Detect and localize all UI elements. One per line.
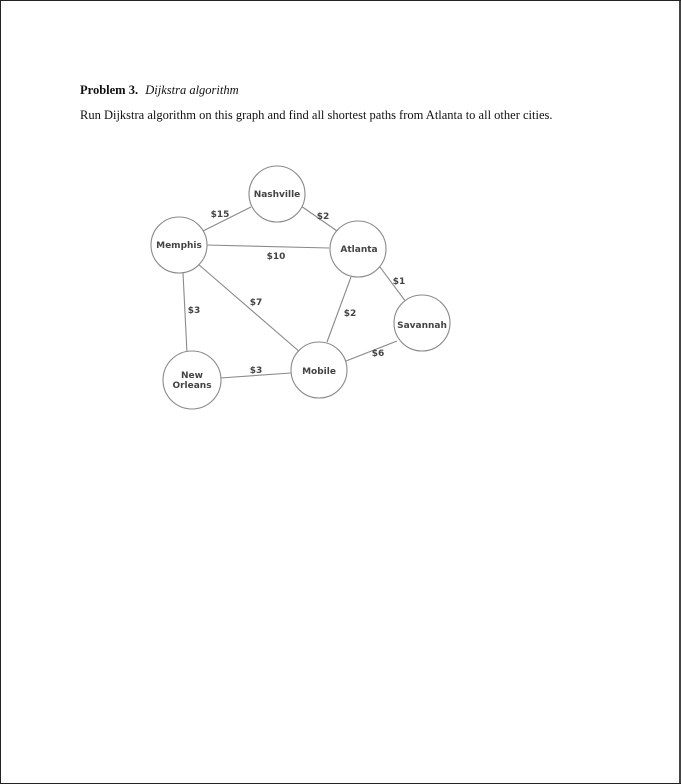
node-label: Nashville: [253, 190, 301, 200]
node-label: Atlanta: [340, 245, 378, 255]
edge-memphis-mobile: [198, 264, 301, 353]
node-nashville: [249, 166, 305, 222]
node-label: Memphis: [156, 241, 202, 251]
edge-cost-memphis-nashville: $15: [210, 210, 230, 220]
edge-cost-memphis-mobile: $7: [249, 298, 263, 308]
problem-number: Problem 3.: [80, 83, 139, 97]
node-label: Mobile: [302, 367, 336, 377]
node-memphis: [151, 217, 207, 273]
edge-cost-memphis-new-orleans: $3: [187, 306, 201, 316]
node-label-line-2: Orleans: [172, 381, 212, 391]
problem-instruction: Run Dijkstra algorithm on this graph and find all shortest paths from Atlanta to all other cities.: [80, 108, 553, 122]
problem-subtitle: Dijkstra algorithm: [145, 83, 239, 97]
node-label-line-1: New: [181, 371, 203, 381]
node-label: Savannah: [397, 321, 447, 331]
edge-cost-atlanta-mobile: $2: [343, 309, 357, 319]
edge-cost-new-orleans-mobile: $3: [249, 366, 263, 376]
node-savannah: [394, 295, 450, 351]
edge-cost-nashville-atlanta: $2: [316, 212, 330, 222]
city-graph-diagram: [1, 1, 680, 783]
edge-memphis-atlanta: [206, 245, 329, 248]
edge-cost-atlanta-savannah: $1: [392, 277, 406, 287]
node-atlanta: [330, 221, 386, 277]
node-mobile: [291, 342, 347, 398]
edge-cost-memphis-atlanta: $10: [266, 252, 286, 262]
edge-cost-mobile-savannah: $6: [371, 349, 385, 359]
node-new-orleans: [163, 351, 221, 409]
edge-memphis-new-orleans: [183, 273, 187, 353]
